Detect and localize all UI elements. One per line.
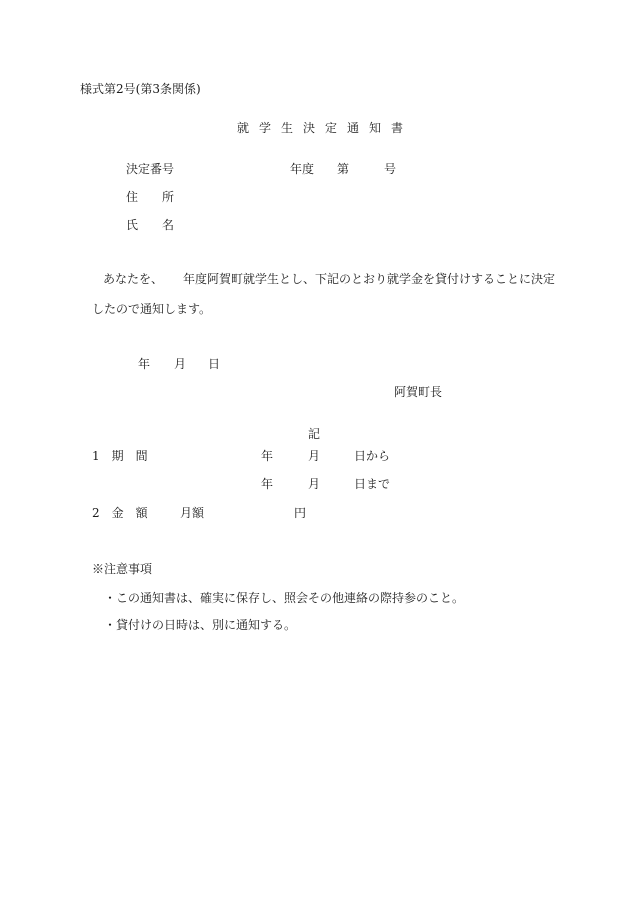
period-label: 1 期 間	[92, 449, 148, 463]
ki-heading: 記	[308, 427, 321, 441]
title-char: 生	[281, 121, 294, 135]
yen-label: 円	[294, 506, 307, 520]
decision-number-label: 決定番号	[126, 162, 175, 176]
issue-date-year: 年	[138, 357, 151, 371]
note-item: ・この通知書は、確実に保存し、照会その他連絡の際持参のこと。	[104, 591, 465, 605]
body-line2: したので通知します。	[92, 302, 212, 316]
title-char: 決	[303, 121, 316, 135]
title-char: 書	[391, 121, 404, 135]
form-label: 様式第2号(第3条関係)	[80, 82, 201, 96]
notes-heading: ※注意事項	[92, 562, 153, 576]
body-line1-start: あなたを、	[103, 272, 164, 286]
monthly-label: 月額	[180, 506, 205, 520]
issuer: 阿賀町長	[394, 385, 443, 399]
body-line1-rest: 年度阿賀町就学生とし、下記のとおり就学金を貸付けすることに決定	[183, 272, 556, 286]
period-from-day: 日から	[354, 449, 391, 463]
title-char: 就	[237, 121, 250, 135]
note-item: ・貸付けの日時は、別に通知する。	[104, 618, 297, 632]
title-char: 知	[369, 121, 382, 135]
period-to-year: 年	[261, 477, 274, 491]
title-char: 定	[325, 121, 338, 135]
amount-label: 2 金 額	[92, 506, 148, 520]
name-label: 氏 名	[126, 218, 175, 232]
address-label: 住 所	[126, 190, 175, 204]
fiscal-year-label: 年度	[290, 162, 315, 176]
issue-date-month: 月	[174, 357, 187, 371]
title-char: 通	[347, 121, 360, 135]
go-label: 号	[384, 162, 397, 176]
period-from-year: 年	[261, 449, 274, 463]
title-char: 学	[259, 121, 272, 135]
period-to-day: 日まで	[354, 477, 391, 491]
issue-date-day: 日	[208, 357, 221, 371]
period-to-month: 月	[308, 477, 321, 491]
dai-label: 第	[337, 162, 350, 176]
period-from-month: 月	[308, 449, 321, 463]
